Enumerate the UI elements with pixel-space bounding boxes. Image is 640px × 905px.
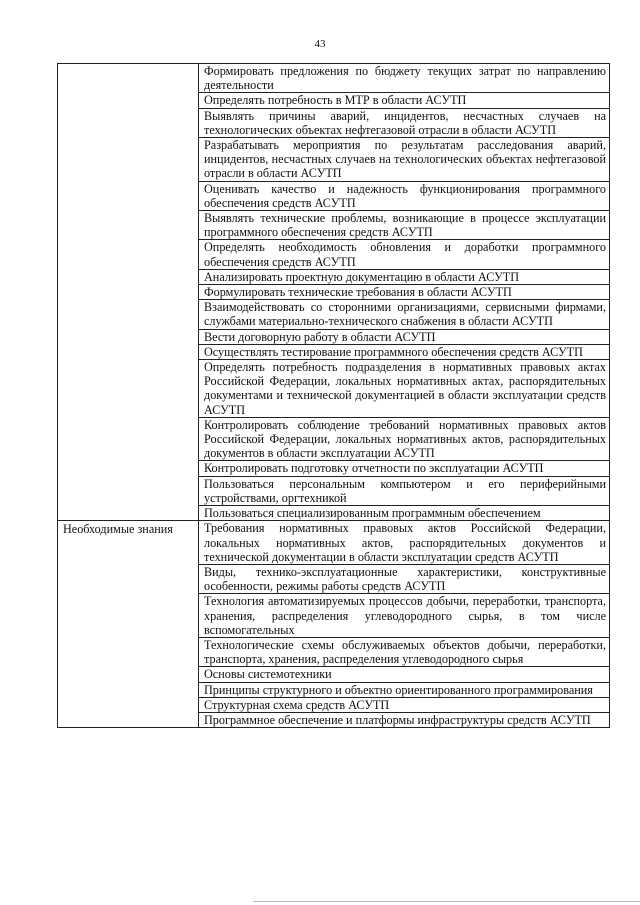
table-cell: Определять необходимость обновления и доработки программного обеспечения средств АСУТП: [199, 240, 610, 269]
table-cell: Формулировать технические требования в области АСУТП: [199, 285, 610, 300]
table-cell: Контролировать соблюдение требований нормативных правовых актов Российской Федерации, локальных нормативных актов, распорядительных документов в области эксплуатации АСУТП: [199, 417, 610, 461]
table-cell: Технологические схемы обслуживаемых объектов добычи, переработки, транспорта, хранения, распределения углеводородного сырья: [199, 637, 610, 666]
table-cell: Определять потребность в МТР в области АСУТП: [199, 93, 610, 108]
page-number: 43: [314, 38, 326, 50]
table-cell: Принципы структурного и объектно ориентированного программирования: [199, 682, 610, 697]
requirements-table: [57, 63, 610, 728]
table-cell: Структурная схема средств АСУТП: [199, 697, 610, 712]
table-cell: Требования нормативных правовых актов Российской Федерации, локальных нормативных актов, распорядительных документов и технической документации в области эксплуатации средств АСУТП: [199, 521, 610, 565]
table-cell: Осуществлять тестирование программного обеспечения средств АСУТП: [199, 344, 610, 359]
table-cell: Определять потребность подразделения в нормативных правовых актах Российской Федерации, локальных нормативных актах, распорядительных документами и технической документацией в области эксплуатации средств АСУТП: [199, 360, 610, 418]
table-cell: Программное обеспечение и платформы инфраструктуры средств АСУТП: [199, 712, 610, 727]
table-cell: Взаимодействовать со сторонними организациями, сервисными фирмами, службами материально-технического снабжения в области АСУТП: [199, 300, 610, 329]
table-cell: Выявлять технические проблемы, возникающие в процессе эксплуатации программного обеспечения средств АСУТП: [199, 211, 610, 240]
skills-label-cell: [58, 64, 199, 521]
table-cell: Вести договорную работу в области АСУТП: [199, 329, 610, 344]
table-cell: Формировать предложения по бюджету текущих затрат по направлению деятельности: [199, 64, 610, 93]
table-row: [58, 64, 610, 93]
table-cell: Выявлять причины аварий, инцидентов, несчастных случаев на технологических объектах нефтегазовой отрасли в области АСУТП: [199, 108, 610, 137]
table-cell: Анализировать проектную документацию в области АСУТП: [199, 269, 610, 284]
table-cell: Разрабатывать мероприятия по результатам расследования аварий, инцидентов, несчастных случаев на технологических объектах нефтегазовой отрасли в области АСУТП: [199, 138, 610, 182]
table-row: [58, 521, 610, 565]
table-cell: Технология автоматизируемых процессов добычи, переработки, транспорта, хранения, распределения углеводородного сырья, в том числе вспомогательных: [199, 594, 610, 638]
table-cell: Оценивать качество и надежность функционирования программного обеспечения средств АСУТП: [199, 181, 610, 210]
section-label: Необходимые знания: [63, 522, 173, 537]
table-cell: Пользоваться специализированным программным обеспечением: [199, 506, 610, 521]
table-cell: Виды, технико-эксплуатационные характеристики, конструктивные особенности, режимы работы средств АСУТП: [199, 564, 610, 593]
table-cell: Контролировать подготовку отчетности по эксплуатации АСУТП: [199, 461, 610, 476]
table-cell: Пользоваться персональным компьютером и его периферийными устройствами, оргтехникой: [199, 476, 610, 505]
scan-edge-divider: [253, 901, 640, 902]
knowledge-label-cell: [58, 521, 199, 728]
table-cell: Основы системотехники: [199, 667, 610, 682]
